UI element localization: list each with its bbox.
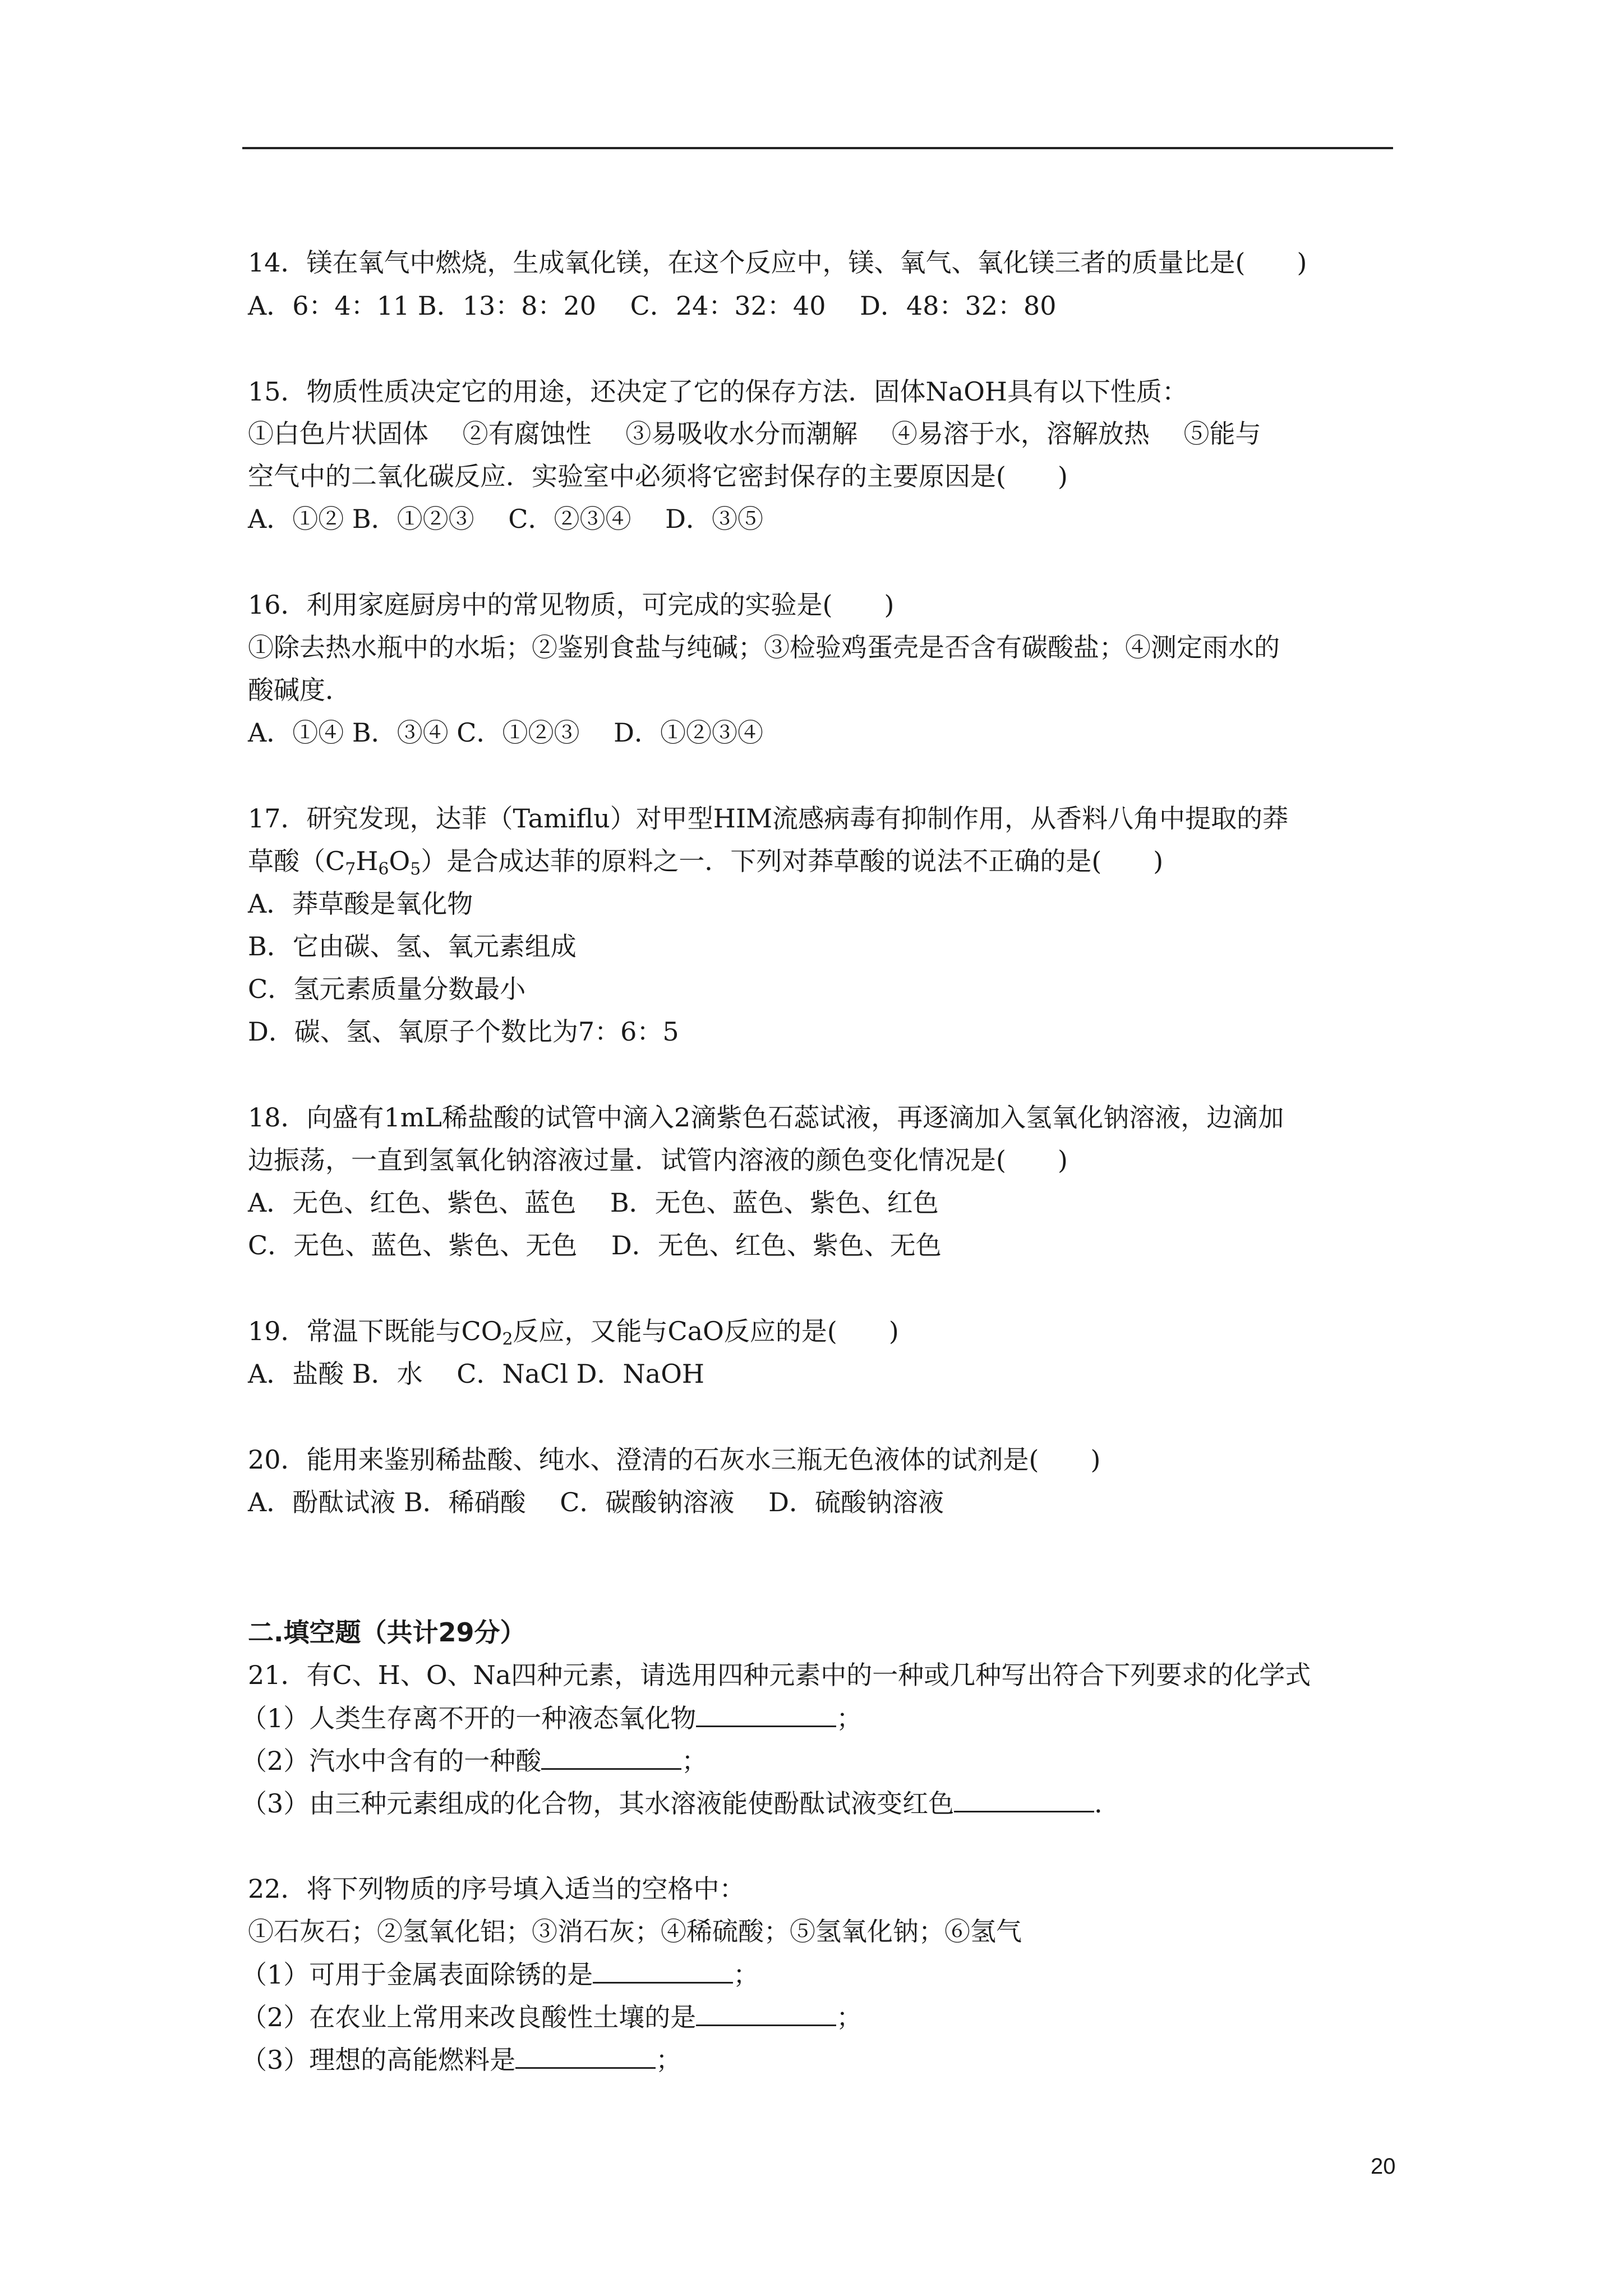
q15-line3: 空气中的二氧化碳反应．实验室中必须将它密封保存的主要原因是( ) (248, 461, 1068, 491)
q21-part-1-answer-blank[interactable] (696, 1701, 836, 1727)
q22-part-1 (241, 1957, 759, 1991)
q21-part-2-end: ； (681, 1746, 708, 1776)
q21-part-3-text: （3）由三种元素组成的化合物，其水溶液能使酚酞试液变红色 (241, 1788, 955, 1819)
q22-part-3-end: ； (656, 2045, 682, 2075)
q17-line2-pre: 草酸（C (248, 846, 345, 876)
q21-part-2-answer-blank[interactable] (541, 1743, 681, 1770)
q22-part-2-text: （2）在农业上常用来改良酸性土壤的是 (241, 2002, 697, 2032)
q17-c-subscript: 7 (345, 859, 356, 879)
q15-options: A．①② B．①②③ C．②③④ D．③⑤ (248, 504, 763, 534)
q20-stem: 20．能用来鉴别稀盐酸、纯水、澄清的石灰水三瓶无色液体的试剂是( ) (248, 1444, 1101, 1475)
q19-stem (248, 1314, 899, 1348)
q21-part-3-end: ． (1094, 1788, 1121, 1819)
q16-line3: 酸碱度． (248, 675, 351, 705)
q22-part-3-text: （3）理想的高能燃料是 (241, 2045, 516, 2075)
q17-h-subscript: 6 (378, 859, 389, 879)
q22-part-2 (241, 2000, 862, 2034)
q18-options-ab: A．无色、红色、紫色、蓝色 B．无色、蓝色、紫色、红色 (248, 1188, 939, 1218)
q21-part-1-end: ； (836, 1703, 863, 1733)
q17-o: O (389, 846, 411, 876)
q18-stem: 18．向盛有1mL稀盐酸的试管中滴入2滴紫色石蕊试液，再逐滴加入氢氧化钠溶液，边滴加 (248, 1102, 1284, 1133)
q19-stem-post: 反应，又能与CaO反应的是( ) (513, 1316, 899, 1346)
q21-part-3 (241, 1786, 1120, 1820)
header-rule (242, 147, 1393, 149)
q22-substance-list: ①石灰石；②氢氧化铝；③消石灰；④稀硫酸；⑤氢氧化钠；⑥氢气 (248, 1916, 1022, 1947)
q22-part-2-end: ； (836, 2002, 863, 2032)
q19-options: A．盐酸 B．水 C．NaCl D．NaOH (248, 1359, 705, 1389)
q17-o-subscript: 5 (410, 859, 421, 879)
q22-part-3 (241, 2042, 681, 2077)
q19-stem-pre: 19．常温下既能与CO (248, 1316, 502, 1346)
q21-part-3-answer-blank[interactable] (954, 1786, 1094, 1812)
q17-option-d: D．碳、氢、氧原子个数比为7：6：5 (248, 1016, 679, 1047)
q17-stem: 17．研究发现，达菲（Tamiflu）对甲型HIM流感病毒有抑制作用，从香料八角中提取的莽 (248, 803, 1289, 834)
page-number: 20 (1371, 2154, 1396, 2179)
q16-line2: ①除去热水瓶中的水垢；②鉴别食盐与纯碱；③检验鸡蛋壳是否含有碳酸盐；④测定雨水的 (248, 632, 1280, 662)
q21-part-2 (241, 1743, 707, 1778)
q21-part-1 (241, 1701, 862, 1735)
q16-stem: 16．利用家庭厨房中的常见物质，可完成的实验是( ) (248, 590, 895, 620)
q15-stem: 15．物质性质决定它的用途，还决定了它的保存方法．固体NaOH具有以下性质： (248, 376, 1188, 407)
section-2-title: 二.填空题（共计29分） (248, 1617, 526, 1648)
q22-part-3-answer-blank[interactable] (515, 2042, 656, 2069)
q21-part-1-text: （1）人类生存离不开的一种液态氧化物 (241, 1703, 697, 1733)
q17-line2 (248, 844, 1163, 878)
q20-options: A．酚酞试液 B．稀硝酸 C．碳酸钠溶液 D．硫酸钠溶液 (248, 1487, 944, 1517)
q22-part-1-end: ； (733, 1959, 759, 1990)
q15-line2: ①白色片状固体 ②有腐蚀性 ③易吸收水分而潮解 ④易溶于水，溶解放热 ⑤能与 (248, 418, 1261, 449)
q22-stem: 22．将下列物质的序号填入适当的空格中： (248, 1874, 745, 1904)
q21-part-2-text: （2）汽水中含有的一种酸 (241, 1746, 542, 1776)
q17-h: H (356, 846, 379, 876)
q22-part-1-text: （1）可用于金属表面除锈的是 (241, 1959, 593, 1990)
q22-part-2-answer-blank[interactable] (696, 2000, 836, 2026)
q19-co2-subscript: 2 (502, 1329, 513, 1349)
q22-part-1-answer-blank[interactable] (593, 1957, 733, 1984)
q17-option-b: B．它由碳、氢、氧元素组成 (248, 931, 577, 961)
q17-option-a: A．莽草酸是氧化物 (248, 889, 473, 919)
q16-options: A．①④ B．③④ C．①②③ D．①②③④ (248, 717, 763, 748)
q21-stem: 21．有C、H、O、Na四种元素，请选用四种元素中的一种或几种写出符合下列要求的化学式 (248, 1660, 1311, 1690)
q14-stem: 14．镁在氧气中燃烧，生成氧化镁，在这个反应中，镁、氧气、氧化镁三者的质量比是( ) (248, 247, 1307, 278)
q14-options: A．6：4：11 B．13：8：20 C．24：32：40 D．48：32：80 (248, 291, 1057, 321)
q18-options-cd: C．无色、蓝色、紫色、无色 D．无色、红色、紫色、无色 (248, 1230, 942, 1260)
q18-line2: 边振荡，一直到氢氧化钠溶液过量．试管内溶液的颜色变化情况是( ) (248, 1145, 1068, 1175)
q17-option-c: C．氢元素质量分数最小 (248, 974, 526, 1004)
q17-line2-post: ）是合成达菲的原料之一．下列对莽草酸的说法不正确的是( ) (421, 846, 1164, 876)
